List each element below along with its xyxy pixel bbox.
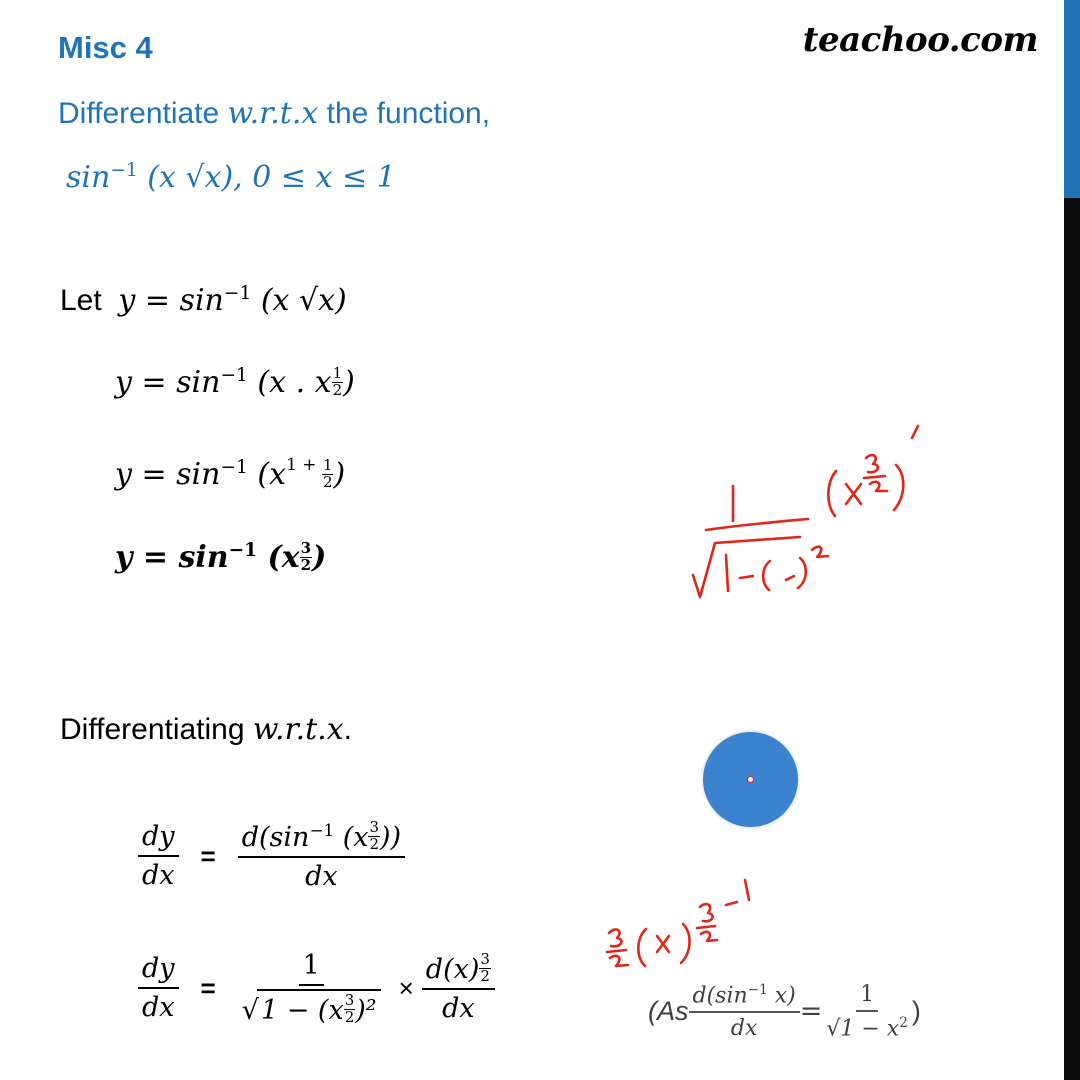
times-sign: ×: [398, 972, 414, 1003]
note-rhs-fraction: $\frac{1}{√1 - x^2}$: [826, 982, 908, 1042]
annotation-one: [726, 555, 728, 591]
step4-mid: (x: [257, 540, 300, 575]
question-wrt: w.r.t.x: [227, 96, 319, 131]
equals-sign: =: [200, 972, 216, 1003]
step1-exponent: −1: [223, 283, 252, 304]
step4-end: ): [312, 540, 327, 575]
step1-rhs: (x √x): [251, 283, 347, 318]
equals-sign: =: [200, 840, 216, 871]
dy-dx-fraction: $\frac{dy}{dx}$: [138, 821, 179, 891]
question-suffix: the function,: [318, 97, 491, 130]
diff-heading-end: .: [343, 713, 352, 746]
step2-exponent: −1: [220, 365, 248, 386]
annotation-exp-bar: [864, 476, 885, 478]
annotation-coef-two: [610, 956, 628, 966]
annotation-open-paren-3: [638, 929, 646, 966]
step3-lhs: y = sin: [115, 457, 221, 492]
annotation-open-paren-2: [828, 471, 836, 516]
annotation-coef-three: [609, 929, 622, 946]
chain-rule-first-factor: 1 √1 − (x $\frac{3}{2}$ )²: [238, 950, 385, 1026]
annotation-prime: [912, 426, 918, 438]
note-equals: =: [799, 996, 823, 1028]
brand-logo: teachoo.com: [802, 20, 1038, 60]
function-exponent: −1: [110, 160, 138, 181]
derivative-fraction: $d(\sin^{-1}$ (x $\frac{3}{2}$ )) dx: [238, 820, 405, 892]
annotation-dot: [786, 576, 794, 580]
step2-lhs: y = sin: [115, 365, 221, 400]
annotation-close-paren-2: [894, 465, 903, 510]
annotation-exp-two-2: [701, 932, 717, 941]
note-open: (As: [648, 996, 689, 1027]
step3-sup-prefix: 1 +: [286, 455, 322, 475]
step2-mid: (x . x: [247, 365, 332, 400]
annotation-exp-bar-2: [697, 926, 715, 928]
function-body: (x √x), 0 ≤ x ≤ 1: [137, 160, 396, 195]
step1-lhs: y = sin: [118, 283, 224, 318]
annotation-fraction-bar: [706, 519, 808, 530]
annotation-close-paren: [798, 558, 806, 588]
annotation-one-2: [745, 880, 749, 900]
note-lhs-fraction: $\frac{d(\sin^{-1} x)}{dx}$: [689, 982, 800, 1041]
laser-pointer-center: [747, 776, 754, 783]
annotation-minus: [740, 576, 753, 578]
step3-exponent: −1: [220, 457, 248, 478]
annotation-exp-three: [866, 455, 878, 472]
note-close: ): [911, 996, 921, 1027]
annotation-x-2: [657, 936, 669, 952]
diff-heading-wrt: w.r.t.x: [252, 712, 344, 747]
step4-lhs: y = sin: [115, 540, 229, 575]
step3-mid: (x: [247, 457, 287, 492]
annotation-minus-2: [726, 902, 737, 905]
scrollbar-thumb[interactable]: [1064, 0, 1080, 198]
annotation-exp-two: [870, 482, 887, 491]
annotation-exp-three-2: [700, 904, 713, 921]
diff-heading-text: Differentiating: [60, 713, 253, 746]
step4-power-fraction: $\frac{3}{2}$: [300, 539, 312, 574]
annotation-x: [846, 484, 861, 504]
step4-exponent: −1: [228, 540, 258, 561]
annotation-open-paren: [763, 561, 770, 590]
annotation-sqrt-sign: [693, 537, 800, 597]
chain-rule-second-factor: d(x) $\frac{3}{2}$ dx: [422, 952, 495, 1024]
question-number: Misc 4: [58, 30, 153, 65]
annotation-square: [812, 547, 828, 557]
let-label: Let: [60, 284, 102, 317]
step3-power-fraction: $\frac{1}{2}$: [322, 456, 333, 491]
step3-end: ): [333, 457, 346, 492]
question-prefix: Differentiate: [58, 97, 228, 130]
dy-dx-fraction: $\frac{dy}{dx}$: [138, 953, 179, 1023]
step2-end: ): [343, 365, 355, 400]
function-name: sin: [66, 160, 111, 195]
step2-power-fraction: $\frac{1}{2}$: [332, 364, 343, 399]
annotation-coef-bar: [607, 950, 626, 952]
annotation-close-paren-3: [681, 924, 690, 963]
